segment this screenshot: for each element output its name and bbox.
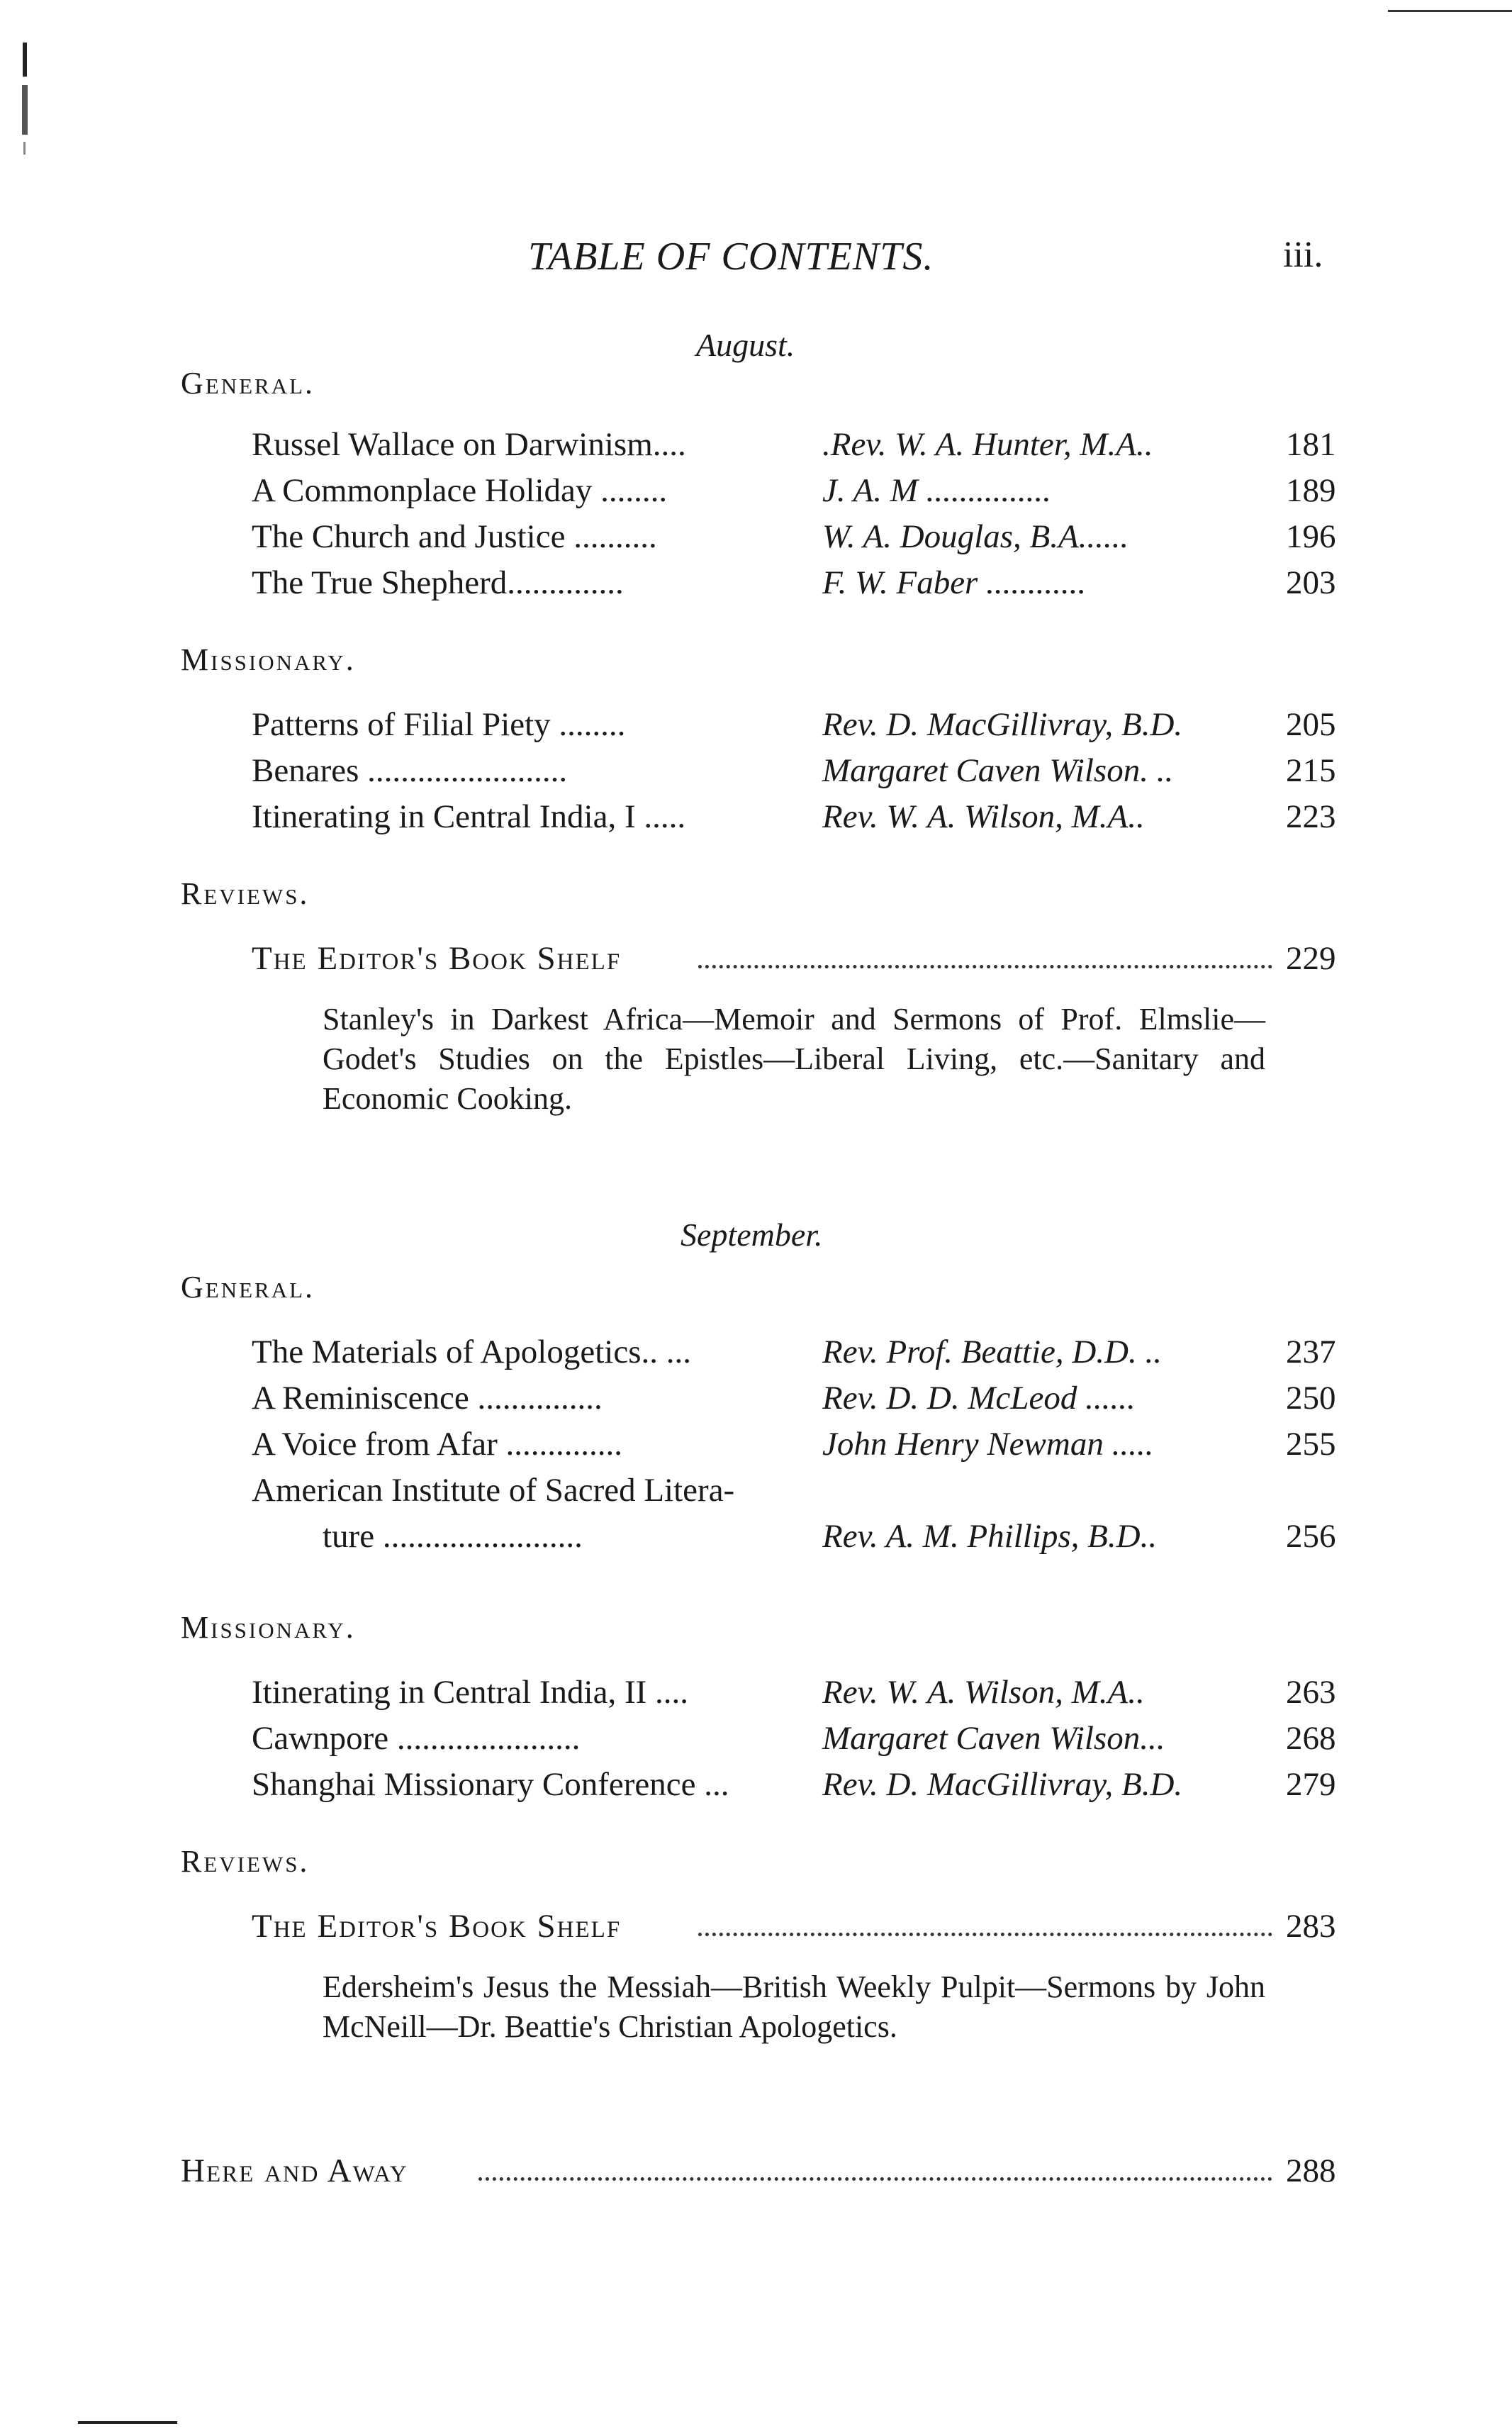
toc-entry[interactable] [252,1719,1347,1763]
entry-title: Here and Away [181,2152,408,2189]
dot-leader [478,2170,1272,2181]
entry-title: A Commonplace Holiday ........ [252,472,668,509]
entry-title: A Reminiscence ............... [252,1380,603,1417]
entry-title: The Editor's Book Shelf [252,1908,622,1945]
entry-page: 189 [1286,472,1336,509]
toc-entry-editors-book-shelf[interactable] [252,1907,1347,1951]
entry-title: The Materials of Apologetics.. ... [252,1334,691,1370]
margin-mark [20,43,30,156]
toc-entry[interactable] [252,1425,1347,1469]
entry-author: Rev. W. A. Wilson, M.A.. [822,798,1145,835]
entry-title: Benares ........................ [252,752,568,789]
bottom-rule [78,2421,177,2424]
entry-page: 263 [1286,1674,1336,1711]
page-number: iii. [1283,235,1323,275]
entry-title: The Editor's Book Shelf [252,940,622,977]
entry-page: 279 [1286,1766,1336,1803]
entry-title: The Church and Justice .......... [252,518,657,555]
entry-page: 205 [1286,706,1336,743]
entry-title-line1: American Institute of Sacred Litera- [252,1472,735,1509]
entry-title: Itinerating in Central India, II .... [252,1674,689,1711]
toc-entry[interactable] [252,518,1347,561]
entry-author: F. W. Faber ............ [822,564,1087,601]
entry-page: 215 [1286,752,1336,789]
entry-author: Rev. A. M. Phillips, B.D.. [822,1518,1158,1555]
toc-entry[interactable] [252,1765,1347,1809]
toc-entry-here-and-away[interactable] [181,2152,1347,2196]
entry-title: A Voice from Afar .............. [252,1426,623,1463]
entry-author: Rev. D. MacGillivray, B.D. [822,706,1183,743]
section-heading-general: General. [181,1270,315,1304]
section-heading-general: General. [181,366,315,401]
entry-title-line2: ture ........................ [323,1518,583,1555]
entry-page: 223 [1286,798,1336,835]
entry-page: 181 [1286,426,1336,463]
toc-entry-multiline[interactable] [252,1471,1347,1563]
entry-page: 250 [1286,1380,1336,1417]
toc-entry[interactable] [252,705,1347,749]
dot-leader [698,1926,1272,1936]
entry-author: John Henry Newman ..... [822,1426,1154,1463]
entry-title: Russel Wallace on Darwinism.... [252,426,686,463]
toc-entry[interactable] [252,1379,1347,1423]
toc-entry[interactable] [252,564,1347,608]
toc-entry[interactable] [252,1673,1347,1717]
month-heading-september: September. [681,1217,823,1253]
entry-title: Patterns of Filial Piety ........ [252,706,626,743]
entry-author: W. A. Douglas, B.A...... [822,518,1129,555]
entry-author: Rev. D. D. McLeod ...... [822,1380,1136,1417]
page-title: TABLE OF CONTENTS. [528,235,934,279]
entry-page: 196 [1286,518,1336,555]
toc-entry[interactable] [252,798,1347,842]
entry-author: Rev. W. A. Wilson, M.A.. [822,1674,1145,1711]
entry-page: 203 [1286,564,1336,601]
review-summary: Stanley's in Darkest Africa—Memoir and Sermons of Prof. Elmslie—Godet's Studies on the Epistles—Liberal Living, etc.—Sanitary and Economic Cooking. [323,1002,1265,1116]
entry-title: The True Shepherd.............. [252,564,624,601]
entry-page: 268 [1286,1720,1336,1757]
section-heading-missionary: Missionary. [181,1610,356,1645]
toc-entry-editors-book-shelf[interactable] [252,939,1347,983]
entry-page: 255 [1286,1426,1336,1463]
entry-page: 283 [1286,1908,1336,1945]
top-rule [1388,10,1512,12]
toc-entry[interactable] [252,425,1347,469]
entry-author: J. A. M ............... [822,472,1051,509]
entry-author: Rev. D. MacGillivray, B.D. [822,1766,1183,1803]
entry-page: 229 [1286,940,1336,977]
section-heading-reviews: Reviews. [181,876,310,911]
toc-entry[interactable] [252,471,1347,515]
entry-author: .Rev. W. A. Hunter, M.A.. [822,426,1153,463]
entry-title: Shanghai Missionary Conference ... [252,1766,729,1803]
entry-page: 256 [1286,1518,1336,1555]
month-heading-august: August. [696,327,795,363]
running-header [0,234,1512,284]
dot-leader [698,958,1272,968]
toc-entry[interactable] [252,752,1347,795]
entry-author: Rev. Prof. Beattie, D.D. .. [822,1334,1162,1370]
section-heading-missionary: Missionary. [181,642,356,677]
entry-title: Cawnpore ...................... [252,1720,581,1757]
entry-author: Margaret Caven Wilson. .. [822,752,1174,789]
review-summary: Edersheim's Jesus the Messiah—British Weekly Pulpit—Sermons by John McNeill—Dr. Beattie's Christian Apologetics. [323,1970,1265,2044]
toc-entry[interactable] [252,1333,1347,1377]
entry-title: Itinerating in Central India, I ..... [252,798,686,835]
entry-page: 237 [1286,1334,1336,1370]
section-heading-reviews: Reviews. [181,1844,310,1879]
entry-author: Margaret Caven Wilson... [822,1720,1165,1757]
entry-page: 288 [1286,2152,1336,2189]
